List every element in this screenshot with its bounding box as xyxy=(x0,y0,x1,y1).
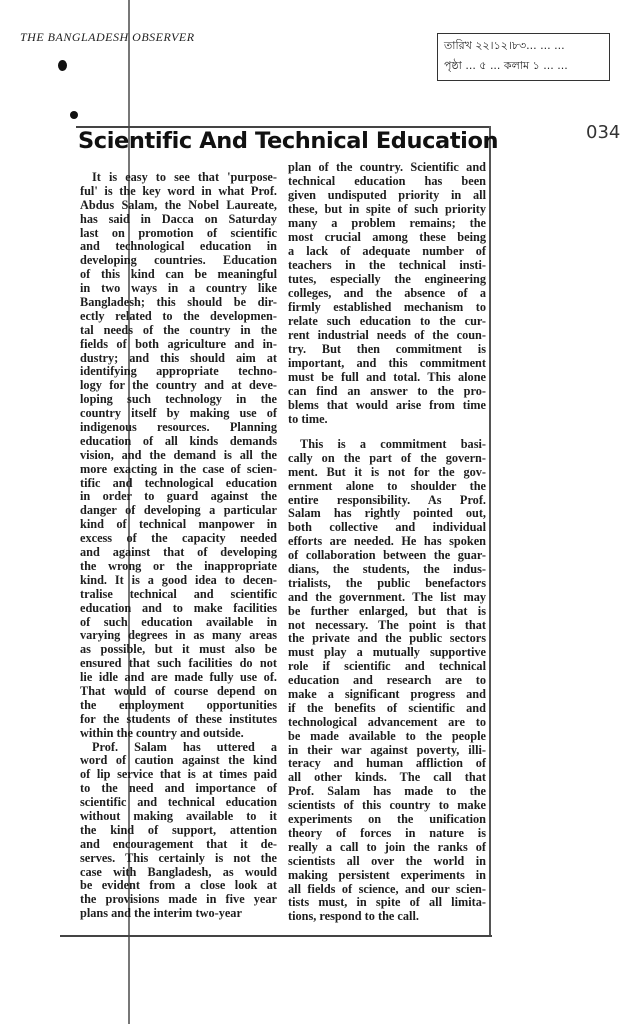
article-text-line: Abdus Salam, the Nobel Laureate, xyxy=(80,197,277,212)
article-text-line: make a significant progress and xyxy=(288,687,486,702)
article-text-line: in their war against poverty, illi- xyxy=(288,742,486,757)
article-text-line: be evident from a close look at xyxy=(80,878,277,893)
article-text-line: blems that would arise from time xyxy=(288,398,486,412)
article-text-line: indigenous resources. Planning xyxy=(80,420,277,435)
ink-spot xyxy=(70,111,78,119)
article-text-line: be made available to the people xyxy=(288,728,486,743)
article-text-line: making persistent experiments in xyxy=(288,867,486,882)
article-text-line: plan of the country. Scientific and xyxy=(288,160,486,174)
article-text-line: fields of both agriculture and in- xyxy=(80,336,277,351)
article-text-line: of such education available in xyxy=(80,614,277,629)
article-text-line: try. But then commitment is xyxy=(288,342,486,356)
article-text-line: education and research are to xyxy=(288,673,486,688)
article-text-line: has said in Dacca on Saturday xyxy=(80,211,277,226)
stamp-page-line: পৃষ্ঠা ... ৫ ... কলাম ১ ... ... xyxy=(444,59,568,72)
article-text-line: without making available to it xyxy=(80,808,277,823)
article-text-line: and against that of developing xyxy=(80,545,277,560)
article-text-line: tal needs of the country in the xyxy=(80,322,277,337)
article-text-line: dustry; and this should aim at xyxy=(80,350,277,365)
article-text-line: for the students of these institutes xyxy=(80,711,277,726)
article-text-line: That would of course depend on xyxy=(80,683,277,698)
article-text-line: ectly related to the developmen- xyxy=(80,308,277,323)
article-text-line: as possible, but it must also be xyxy=(80,642,277,657)
article-text-line: danger of developing a particular xyxy=(80,503,277,518)
archive-stamp xyxy=(437,33,610,81)
article-text-line: teracy and human affliction of xyxy=(288,756,486,771)
article-text-line: technical education has been xyxy=(288,174,486,188)
article-text-line: education and to make facilities xyxy=(80,600,277,615)
article-text-line: serves. This certainly is not the xyxy=(80,850,277,865)
article-text-line: these, but in spite of such priority xyxy=(288,202,486,216)
article-text-line: cally on the part of the govern- xyxy=(288,450,486,465)
article-headline: Scientific And Technical Education xyxy=(78,128,499,154)
article-text-line: Salam has rightly pointed out, xyxy=(288,506,486,521)
article-text-line: and technological education in xyxy=(80,239,277,254)
article-text-line: colleges, and the absence of a xyxy=(288,286,486,300)
page-number: 034 xyxy=(586,122,621,143)
article-text-line: scientists all over the world in xyxy=(288,853,486,868)
article-text-line: technological advancement are to xyxy=(288,714,486,729)
article-text-line: most crucial among these being xyxy=(288,230,486,244)
article-text-line: the private and the public sectors xyxy=(288,631,486,646)
article-text-line: and the government. The list may xyxy=(288,589,486,604)
article-text-line: varying degrees in as many areas xyxy=(80,628,277,643)
article-text-line: last on promotion of scientific xyxy=(80,225,277,240)
article-text-line: many a problem remains; the xyxy=(288,216,486,230)
article-text-line: to the need and importance of xyxy=(80,781,277,796)
article-text-line: developing countries. Education xyxy=(80,253,277,268)
clipping-border-bottom xyxy=(60,935,492,937)
article-text-line: both collective and individual xyxy=(288,520,486,535)
article-text-line: in order to guard against the xyxy=(80,489,277,504)
article-text-line: really a call to join the ranks of xyxy=(288,839,486,854)
article-text-line: This is a commitment basi- xyxy=(300,437,486,451)
article-text-line: firmly established mechanism to xyxy=(288,300,486,314)
stamp-date-line: তারিখ ২২।১২।৮৩... ... ... xyxy=(444,39,565,52)
article-text-line: It is easy to see that 'purpose- xyxy=(92,170,277,184)
article-text-line: not necessary. The point is that xyxy=(288,617,486,632)
article-text-line: Bangladesh; this should be dir- xyxy=(80,295,277,310)
article-text-line: the provisions made in five year xyxy=(80,892,277,907)
article-text-line: important, and this commitment xyxy=(288,356,486,370)
article-text-line: Prof. Salam has uttered a xyxy=(92,739,277,754)
article-text-line: tralise technical and scientific xyxy=(80,586,277,601)
clipping-border-right xyxy=(489,126,491,936)
article-text-line: identifying appropriate techno- xyxy=(80,364,277,379)
article-column-right-top xyxy=(288,160,486,426)
article-text-line: the employment opportunities xyxy=(80,697,277,712)
article-text-line: ernment alone to shoulder the xyxy=(288,478,486,493)
article-text-line: plans and the interim two-year xyxy=(80,906,242,921)
article-text-line: to time. xyxy=(288,412,328,426)
article-text-line: if the benefits of scientific and xyxy=(288,700,486,715)
article-text-line: kind of technical manpower in xyxy=(80,517,277,532)
article-text-line: of lip service that is at times paid xyxy=(80,767,277,782)
article-text-line: the kind of support, attention xyxy=(80,822,277,837)
article-text-line: must be full and total. This alone xyxy=(288,370,486,384)
article-text-line: ful' is the key word in what Prof. xyxy=(80,183,277,198)
article-text-line: relate such education to the cur- xyxy=(288,314,486,328)
article-text-line: within the country and outside. xyxy=(80,725,244,740)
article-text-line: scientific and technical education xyxy=(80,795,277,810)
article-text-line: tutes, especially the engineering xyxy=(288,272,486,286)
article-text-line: ment. But it is not for the gov- xyxy=(288,464,486,479)
ink-spot xyxy=(58,60,67,71)
article-text-line: loping such technology in the xyxy=(80,392,277,407)
article-text-line: tific and technological education xyxy=(80,475,277,490)
newspaper-masthead: THE BANGLADESH OBSERVER xyxy=(20,30,195,44)
article-text-line: logy for the country and at deve- xyxy=(80,378,277,393)
article-text-line: lie idle and are made fully use of. xyxy=(80,670,277,685)
article-text-line: the wrong or the inappropriate xyxy=(80,558,277,573)
article-text-line: must play a mutually supportive xyxy=(288,645,486,660)
article-text-line: entire responsibility. As Prof. xyxy=(288,492,486,507)
article-text-line: all fields of science, and our scien- xyxy=(288,881,486,896)
article-text-line: Prof. Salam has made to the xyxy=(288,784,486,799)
article-text-line: word of caution against the kind xyxy=(80,753,277,768)
article-text-line: kind. It is a good idea to decen- xyxy=(80,572,277,587)
article-text-line: scientists of this country to make xyxy=(288,798,486,813)
article-text-line: country itself by making use of xyxy=(80,406,277,421)
article-text-line: of collaboration between the guar- xyxy=(288,548,486,563)
article-text-line: and encouragement that it de- xyxy=(80,836,277,851)
article-text-line: rent industrial needs of the coun- xyxy=(288,328,486,342)
article-text-line: trialists, the public benefactors xyxy=(288,575,486,590)
article-text-line: a lack of adequate number of xyxy=(288,244,486,258)
article-text-line: theory of forces in nature is xyxy=(288,825,486,840)
article-text-line: can find an answer to the pro- xyxy=(288,384,486,398)
article-text-line: in two ways in a country like xyxy=(80,281,277,296)
article-text-line: teachers in the technical insti- xyxy=(288,258,486,272)
article-column-left xyxy=(80,171,277,921)
article-text-line: given undisputed priority in all xyxy=(288,188,486,202)
article-text-line: vision, and the demand is all the xyxy=(80,447,277,462)
article-text-line: excess of the capacity needed xyxy=(80,531,277,546)
article-text-line: be further enlarged, but that is xyxy=(288,603,486,618)
article-text-line: tions, respond to the call. xyxy=(288,909,419,924)
article-text-line: case with Bangladesh, as would xyxy=(80,864,277,879)
article-text-line: efforts are needed. He has spoken xyxy=(288,534,486,549)
article-text-line: role if scientific and technical xyxy=(288,659,486,674)
article-text-line: tists must, in spite of all limita- xyxy=(288,895,486,910)
article-text-line: experiments on the unification xyxy=(288,812,486,827)
article-text-line: dians, the students, the indus- xyxy=(288,562,486,577)
article-text-line: of this kind can be meaningful xyxy=(80,267,277,282)
article-text-line: all other kinds. The call that xyxy=(288,770,486,785)
article-text-line: ensured that such facilities do not xyxy=(80,656,277,671)
article-text-line: education of all kinds demands xyxy=(80,433,277,448)
article-text-line: more exacting in the case of scien- xyxy=(80,461,277,476)
article-column-right-bottom xyxy=(288,438,486,924)
